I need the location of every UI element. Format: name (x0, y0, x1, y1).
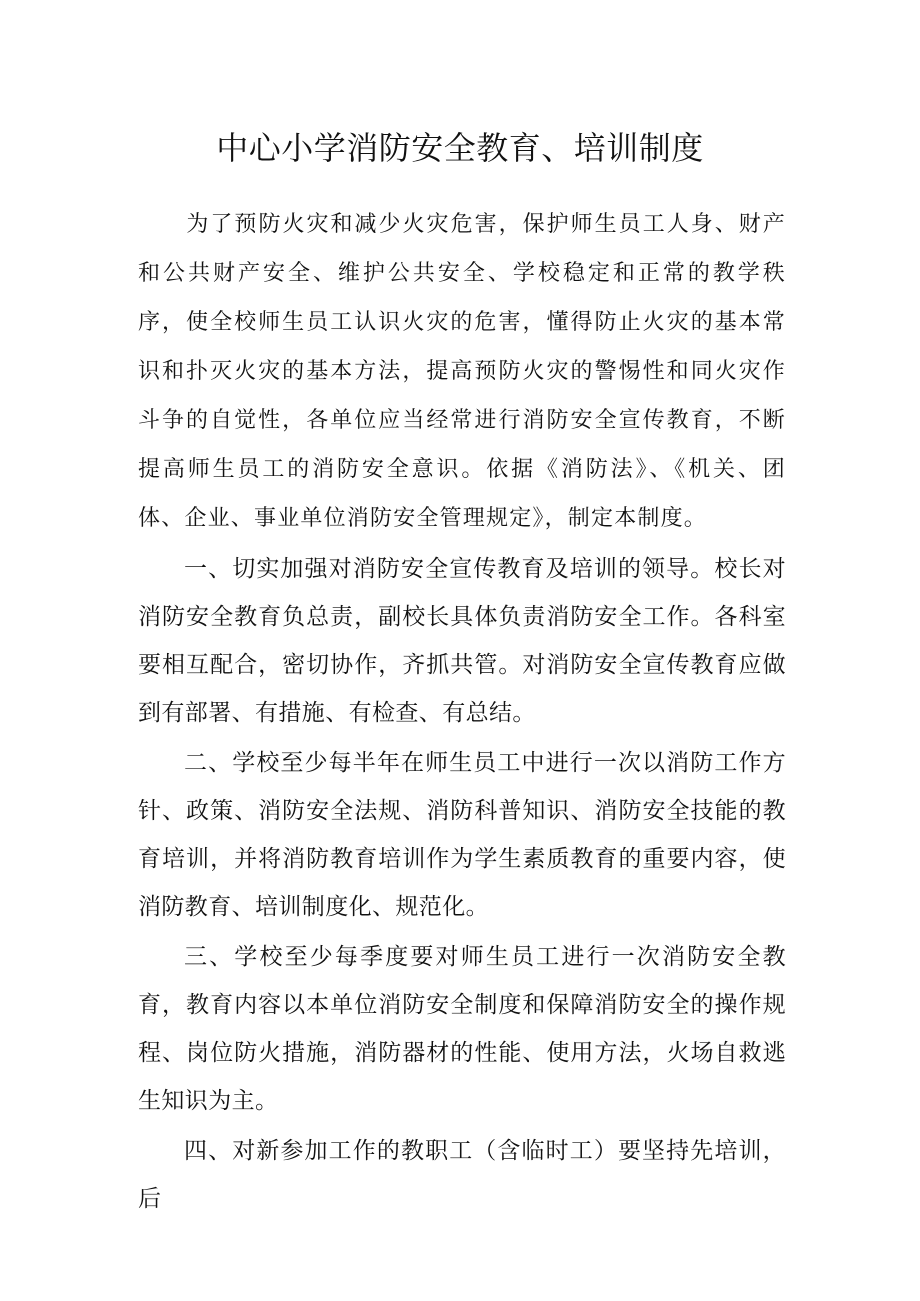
document-title: 中心小学消防安全教育、培训制度 (216, 129, 704, 167)
rule-item-2: 二、学校至少每半年在师生员工中进行一次以消防工作方针、政策、消防安全法规、消防科普知识、消防安全技能的教育培训，并将消防教育培训作为学生素质教育的重要内容，使消防教育、培训制度化、规范化。 (138, 750, 786, 920)
rule-item-1: 一、切实加强对消防安全宣传教育及培训的领导。校长对消防安全教育负总责，副校长具体负责消防安全工作。各科室要相互配合，密切协作，齐抓共管。对消防安全宣传教育应做到有部署、有措施、有检查、有总结。 (138, 556, 786, 726)
rule-item-3: 三、学校至少每季度要对师生员工进行一次消防安全教育，教育内容以本单位消防安全制度和保障消防安全的操作规程、岗位防火措施，消防器材的性能、使用方法，火场自救逃生知识为主。 (138, 944, 786, 1114)
rule-item-4: 四、对新参加工作的教职工（含临时工）要坚持先培训，后 (138, 1138, 786, 1212)
intro-paragraph: 为了预防火灾和减少火灾危害，保护师生员工人身、财产和公共财产安全、维护公共安全、学校稳定和正常的教学秩序，使全校师生员工认识火灾的危害，懂得防止火灾的基本常识和扑灭火灾的基本方法，提高预防火灾的警惕性和同火灾作斗争的自觉性，各单位应当经常进行消防安全宣传教育，不断提高师生员工的消防安全意识。依据《消防法》、《机关、团体、企业、事业单位消防安全管理规定》，制定本制度。 (138, 212, 786, 531)
document-body (138, 200, 786, 1223)
